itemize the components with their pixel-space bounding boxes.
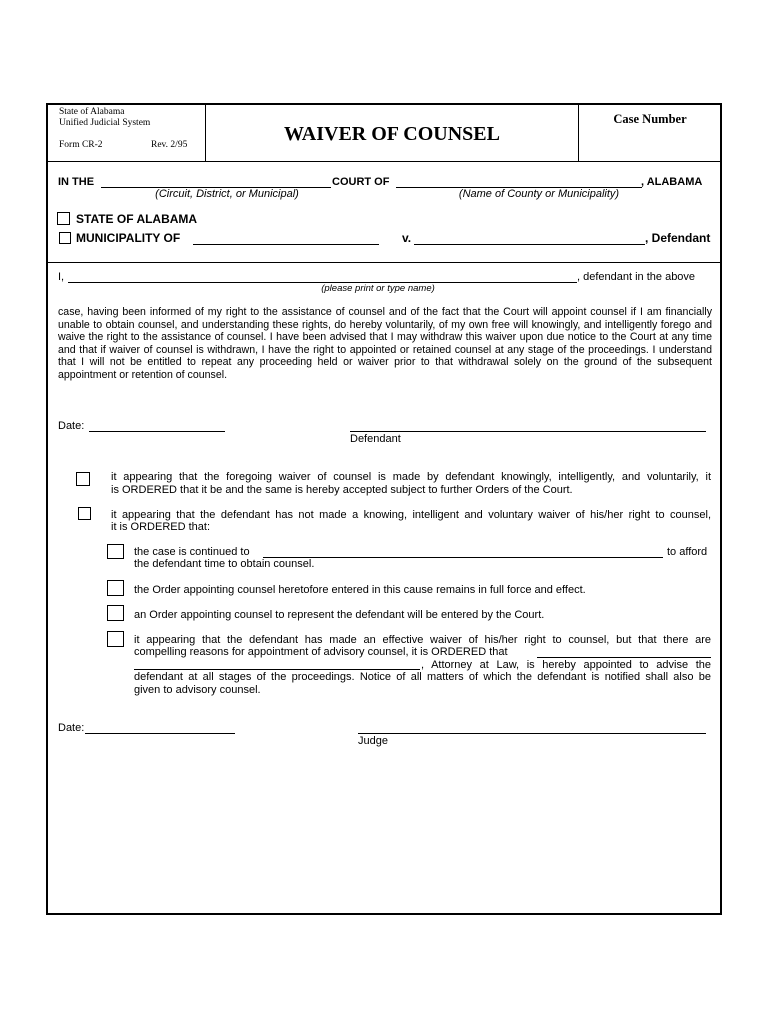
versus-label: v.: [402, 231, 412, 245]
judge-signature-field[interactable]: [358, 733, 706, 734]
state-label: STATE OF ALABAMA: [76, 212, 198, 226]
judge-date-label: Date:: [58, 722, 85, 734]
case-continued-text-1b: to afford: [667, 546, 708, 558]
case-continued-checkbox[interactable]: [107, 544, 124, 559]
in-the-label: IN THE: [58, 176, 95, 188]
full-force-checkbox[interactable]: [107, 580, 124, 596]
i-label: I,: [58, 271, 65, 283]
advisory-counsel-text-5: given to advisory counsel.: [134, 684, 261, 696]
waiver-not-knowing-text-2: it is ORDERED that:: [111, 521, 211, 533]
case-continued-text-2: the defendant time to obtain counsel.: [134, 558, 315, 570]
advisory-attorney-field-a[interactable]: [537, 657, 711, 658]
waiver-accepted-text-1: it appearing that the foregoing waiver of counsel is made by defendant knowingly, intelligently, and voluntarily, it: [111, 471, 711, 483]
defendant-name-field[interactable]: [414, 244, 645, 245]
defendant-signature-label: Defendant: [350, 433, 401, 445]
defendant-party-label: , Defendant: [645, 231, 711, 245]
judge-date-field[interactable]: [85, 733, 235, 734]
advisory-counsel-text-3: , Attorney at Law, is hereby appointed to advise the: [421, 659, 711, 671]
form-number: Form CR-2: [59, 140, 103, 150]
full-force-text: the Order appointing counsel heretofore entered in this cause remains in full force and effect.: [134, 584, 586, 596]
waiver-not-knowing-text-1: it appearing that the defendant has not made a knowing, intelligent and voluntary waiver of his/her right to counsel,: [111, 509, 711, 521]
state-checkbox[interactable]: [57, 212, 70, 225]
case-continued-text-1a: the case is continued to: [134, 546, 250, 558]
defendant-signature-field[interactable]: [350, 431, 706, 432]
alabama-label: , ALABAMA: [641, 176, 703, 188]
judge-signature-label: Judge: [358, 735, 388, 747]
municipality-field[interactable]: [193, 244, 379, 245]
case-number-label: Case Number: [613, 112, 687, 126]
waiver-statement: case, having been informed of my right to the assistance of counsel and of the fact that the Court will appoint counsel if I am financially unable to obtain counsel, and understanding these rights, do hereby voluntarily, of my own free will knowingly, and intelligently forego and waive the right to the assistance of counsel. I have been advised that I may withdraw this waiver upon due notice to the Court at any time and that if waiver of counsel is withdrawn, I have the right to appointed or retained counsel at any stage of the proceedings. I understand that I will not be entitled to repeat any proceeding held or waiver prior to that withdrawal solely on the ground of the subsequent appointment or retention of counsel.: [58, 306, 712, 381]
court-of-label: COURT OF: [332, 176, 390, 188]
waiver-accepted-checkbox[interactable]: [76, 472, 90, 486]
municipality-checkbox[interactable]: [59, 232, 71, 244]
state-name: State of Alabama: [59, 107, 125, 117]
form-title: WAIVER OF COUNSEL: [284, 123, 500, 145]
waiver-not-knowing-checkbox[interactable]: [78, 507, 91, 520]
advisory-counsel-checkbox[interactable]: [107, 631, 124, 647]
advisory-attorney-field-b[interactable]: [134, 669, 420, 670]
municipality-label: MUNICIPALITY OF: [76, 231, 181, 245]
defendant-above-label: , defendant in the above: [577, 271, 696, 283]
print-name-hint: (please print or type name): [321, 283, 435, 294]
new-order-text: an Order appointing counsel to represent the defendant will be entered by the Court.: [134, 609, 545, 621]
defendant-date-field[interactable]: [89, 431, 225, 432]
advisory-counsel-text-1: it appearing that the defendant has made an effective waiver of his/her right to counsel, but that there are: [134, 634, 711, 646]
system-name: Unified Judicial System: [59, 118, 151, 128]
court-type-hint: (Circuit, District, or Municipal): [155, 188, 299, 200]
new-order-checkbox[interactable]: [107, 605, 124, 621]
county-hint: (Name of County or Municipality): [458, 188, 620, 200]
parties-divider: [47, 262, 721, 263]
form-revision: Rev. 2/95: [151, 140, 188, 150]
defendant-date-label: Date:: [58, 420, 85, 432]
case-number-field[interactable]: [585, 130, 715, 156]
advisory-counsel-text-2: compelling reasons for appointment of advisory counsel, it is ORDERED that: [134, 646, 508, 658]
continued-to-field[interactable]: [263, 557, 663, 558]
waiver-accepted-text-2: is ORDERED that it be and the same is hereby accepted subject to further Orders of the Court.: [111, 484, 573, 496]
advisory-counsel-text-4: defendant at all stages of the proceedings. Notice of all matters of which the defendant is notified shall also be: [134, 671, 711, 683]
header-divider: [47, 161, 721, 162]
